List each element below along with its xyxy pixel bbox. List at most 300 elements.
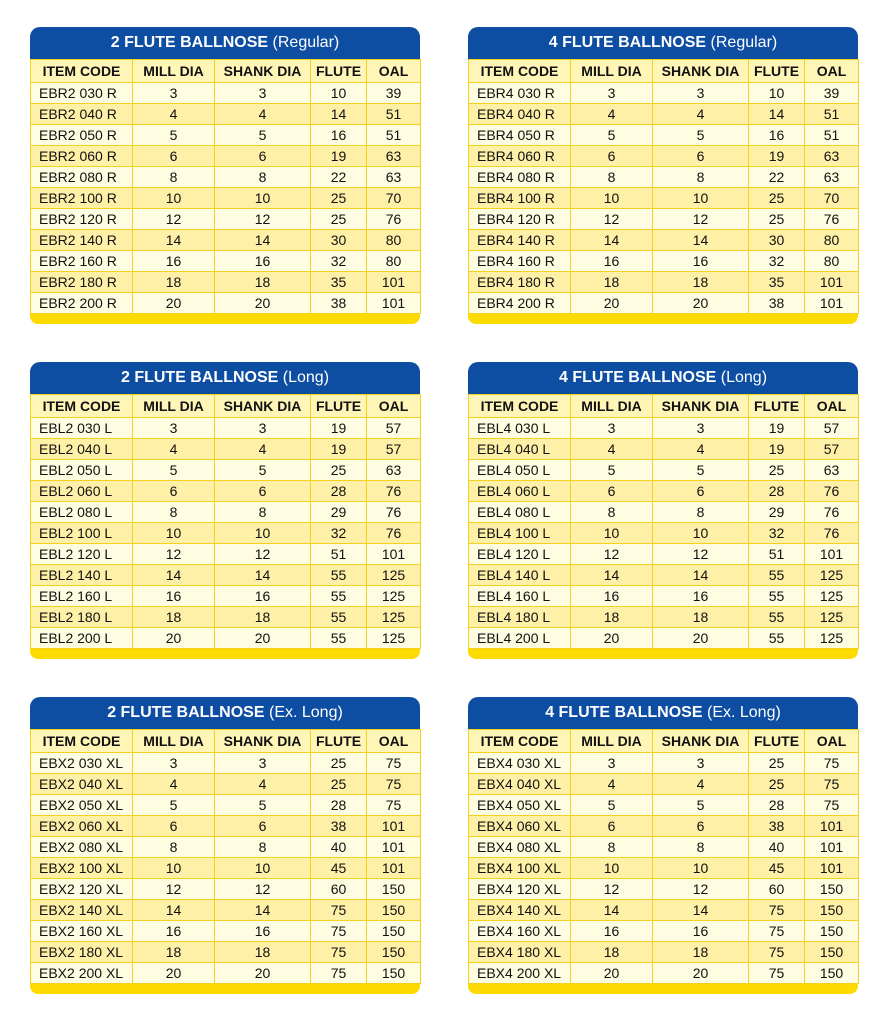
table-title-main: 2 FLUTE BALLNOSE	[107, 704, 265, 721]
cell-item-code: EBX2 050 XL	[31, 795, 133, 816]
column-header-shank-dia: SHANK DIA	[653, 60, 749, 83]
cell-oal: 75	[805, 774, 859, 795]
cell-item-code: EBX4 060 XL	[469, 816, 571, 837]
cell-oal: 51	[805, 125, 859, 146]
cell-shank-dia: 14	[653, 230, 749, 251]
table-row	[469, 607, 859, 628]
table-row	[469, 795, 859, 816]
cell-flute: 75	[749, 900, 805, 921]
cell-mill-dia: 14	[571, 900, 653, 921]
cell-flute: 40	[749, 837, 805, 858]
table-row	[31, 900, 421, 921]
cell-flute: 32	[311, 251, 367, 272]
cell-flute: 32	[749, 251, 805, 272]
cell-flute: 35	[749, 272, 805, 293]
cell-item-code: EBX4 040 XL	[469, 774, 571, 795]
table-row	[31, 774, 421, 795]
cell-item-code: EBR4 100 R	[469, 188, 571, 209]
cell-item-code: EBX4 200 XL	[469, 963, 571, 984]
cell-mill-dia: 12	[133, 544, 215, 565]
cell-oal: 101	[805, 544, 859, 565]
table-title-variant: (Long)	[720, 369, 768, 386]
cell-mill-dia: 3	[571, 753, 653, 774]
cell-shank-dia: 18	[215, 272, 311, 293]
cell-oal: 76	[367, 209, 421, 230]
cell-oal: 150	[367, 942, 421, 963]
column-header-oal: OAL	[367, 395, 421, 418]
cell-oal: 39	[367, 83, 421, 104]
cell-oal: 57	[805, 418, 859, 439]
cell-shank-dia: 12	[215, 879, 311, 900]
cell-shank-dia: 5	[653, 125, 749, 146]
table-title-variant: (Regular)	[710, 34, 778, 51]
cell-flute: 22	[311, 167, 367, 188]
cell-oal: 125	[805, 586, 859, 607]
table-row	[31, 167, 421, 188]
cell-shank-dia: 10	[215, 188, 311, 209]
cell-item-code: EBX4 080 XL	[469, 837, 571, 858]
cell-flute: 30	[311, 230, 367, 251]
cell-shank-dia: 10	[653, 188, 749, 209]
cell-oal: 76	[805, 502, 859, 523]
cell-item-code: EBR4 160 R	[469, 251, 571, 272]
cell-shank-dia: 10	[653, 523, 749, 544]
column-header-mill-dia: MILL DIA	[133, 60, 215, 83]
cell-oal: 76	[805, 209, 859, 230]
cell-mill-dia: 3	[133, 753, 215, 774]
cell-oal: 51	[367, 125, 421, 146]
cell-item-code: EBL2 200 L	[31, 628, 133, 649]
cell-flute: 19	[749, 146, 805, 167]
header-row	[469, 60, 859, 83]
cell-flute: 19	[311, 439, 367, 460]
cell-flute: 30	[749, 230, 805, 251]
cell-mill-dia: 16	[133, 586, 215, 607]
column-header-flute: FLUTE	[749, 395, 805, 418]
column-header-mill-dia: MILL DIA	[133, 395, 215, 418]
cell-mill-dia: 6	[571, 146, 653, 167]
cell-shank-dia: 4	[215, 104, 311, 125]
cell-shank-dia: 8	[215, 502, 311, 523]
cell-flute: 32	[749, 523, 805, 544]
table-2-flute-ex-long	[30, 697, 420, 994]
table-row	[469, 816, 859, 837]
cell-oal: 101	[805, 272, 859, 293]
cell-flute: 25	[311, 774, 367, 795]
table-row	[31, 188, 421, 209]
cell-oal: 70	[805, 188, 859, 209]
cell-oal: 80	[367, 230, 421, 251]
cell-mill-dia: 14	[571, 230, 653, 251]
cell-item-code: EBL2 100 L	[31, 523, 133, 544]
table-row	[31, 272, 421, 293]
header-row	[31, 730, 421, 753]
table-row	[31, 544, 421, 565]
cell-mill-dia: 12	[133, 879, 215, 900]
cell-mill-dia: 4	[571, 439, 653, 460]
cell-flute: 25	[749, 188, 805, 209]
cell-oal: 75	[367, 795, 421, 816]
cell-shank-dia: 3	[215, 753, 311, 774]
cell-shank-dia: 14	[215, 230, 311, 251]
cell-flute: 55	[311, 565, 367, 586]
cell-item-code: EBL2 160 L	[31, 586, 133, 607]
column-header-mill-dia: MILL DIA	[133, 730, 215, 753]
cell-shank-dia: 20	[215, 963, 311, 984]
column-header-flute: FLUTE	[749, 730, 805, 753]
cell-item-code: EBR2 050 R	[31, 125, 133, 146]
table-row	[469, 837, 859, 858]
cell-flute: 25	[311, 188, 367, 209]
cell-item-code: EBX2 030 XL	[31, 753, 133, 774]
column-header-item-code: ITEM CODE	[469, 730, 571, 753]
table-row	[469, 565, 859, 586]
cell-oal: 75	[367, 774, 421, 795]
cell-mill-dia: 3	[571, 418, 653, 439]
cell-oal: 101	[367, 858, 421, 879]
cell-oal: 101	[805, 837, 859, 858]
cell-mill-dia: 16	[571, 251, 653, 272]
table-row	[469, 272, 859, 293]
cell-flute: 35	[311, 272, 367, 293]
cell-item-code: EBR2 200 R	[31, 293, 133, 314]
cell-shank-dia: 10	[215, 523, 311, 544]
cell-mill-dia: 12	[571, 209, 653, 230]
cell-item-code: EBX4 120 XL	[469, 879, 571, 900]
table-title	[30, 697, 420, 729]
cell-shank-dia: 14	[215, 900, 311, 921]
table-row	[469, 921, 859, 942]
cell-mill-dia: 8	[571, 502, 653, 523]
cell-shank-dia: 16	[215, 921, 311, 942]
cell-flute: 25	[311, 460, 367, 481]
table-row	[469, 586, 859, 607]
cell-item-code: EBR2 180 R	[31, 272, 133, 293]
cell-flute: 55	[311, 628, 367, 649]
cell-flute: 25	[311, 753, 367, 774]
header-row	[31, 60, 421, 83]
cell-shank-dia: 4	[215, 439, 311, 460]
table-4-flute-long	[468, 362, 858, 659]
cell-item-code: EBL2 120 L	[31, 544, 133, 565]
cell-oal: 125	[805, 607, 859, 628]
cell-mill-dia: 5	[571, 795, 653, 816]
table-title	[468, 27, 858, 59]
cell-item-code: EBX2 140 XL	[31, 900, 133, 921]
header-row	[31, 395, 421, 418]
cell-oal: 51	[367, 104, 421, 125]
cell-item-code: EBX2 100 XL	[31, 858, 133, 879]
cell-item-code: EBX4 050 XL	[469, 795, 571, 816]
cell-shank-dia: 12	[653, 544, 749, 565]
cell-oal: 75	[367, 753, 421, 774]
cell-mill-dia: 5	[571, 125, 653, 146]
cell-oal: 75	[805, 753, 859, 774]
cell-oal: 101	[367, 272, 421, 293]
cell-flute: 55	[311, 586, 367, 607]
cell-oal: 101	[805, 858, 859, 879]
column-header-item-code: ITEM CODE	[31, 730, 133, 753]
table-title-main: 4 FLUTE BALLNOSE	[558, 369, 717, 386]
table-row	[31, 251, 421, 272]
cell-flute: 25	[749, 774, 805, 795]
cell-oal: 101	[805, 816, 859, 837]
cell-flute: 22	[749, 167, 805, 188]
column-header-shank-dia: SHANK DIA	[215, 60, 311, 83]
table-row	[469, 439, 859, 460]
cell-mill-dia: 14	[133, 565, 215, 586]
cell-shank-dia: 12	[215, 209, 311, 230]
table-row	[31, 146, 421, 167]
cell-shank-dia: 14	[215, 565, 311, 586]
cell-mill-dia: 4	[571, 104, 653, 125]
cell-shank-dia: 20	[653, 293, 749, 314]
cell-mill-dia: 4	[133, 774, 215, 795]
cell-oal: 125	[367, 586, 421, 607]
cell-mill-dia: 18	[133, 607, 215, 628]
cell-oal: 63	[367, 460, 421, 481]
cell-oal: 75	[805, 795, 859, 816]
table-row	[31, 460, 421, 481]
table-row	[469, 167, 859, 188]
cell-item-code: EBR4 040 R	[469, 104, 571, 125]
cell-item-code: EBL2 040 L	[31, 439, 133, 460]
cell-shank-dia: 6	[215, 146, 311, 167]
cell-flute: 28	[311, 481, 367, 502]
cell-mill-dia: 6	[133, 146, 215, 167]
spec-table	[468, 394, 859, 649]
cell-oal: 80	[805, 230, 859, 251]
cell-mill-dia: 5	[133, 795, 215, 816]
cell-mill-dia: 5	[571, 460, 653, 481]
cell-shank-dia: 14	[653, 900, 749, 921]
cell-mill-dia: 20	[571, 293, 653, 314]
column-header-item-code: ITEM CODE	[31, 395, 133, 418]
table-4-flute-regular	[468, 27, 858, 324]
cell-flute: 75	[311, 963, 367, 984]
table-title-variant: (Regular)	[272, 34, 340, 51]
cell-flute: 16	[311, 125, 367, 146]
cell-mill-dia: 14	[133, 900, 215, 921]
table-title	[30, 27, 420, 59]
cell-item-code: EBL4 180 L	[469, 607, 571, 628]
cell-flute: 55	[749, 586, 805, 607]
cell-mill-dia: 18	[133, 272, 215, 293]
cell-item-code: EBR4 120 R	[469, 209, 571, 230]
table-row	[31, 837, 421, 858]
column-header-flute: FLUTE	[311, 395, 367, 418]
table-row	[31, 586, 421, 607]
cell-mill-dia: 16	[133, 921, 215, 942]
cell-item-code: EBL2 180 L	[31, 607, 133, 628]
cell-item-code: EBR2 100 R	[31, 188, 133, 209]
cell-flute: 75	[749, 963, 805, 984]
cell-flute: 19	[311, 146, 367, 167]
cell-shank-dia: 5	[653, 795, 749, 816]
cell-flute: 19	[749, 439, 805, 460]
table-title-variant: (Ex. Long)	[706, 704, 781, 721]
cell-mill-dia: 20	[133, 963, 215, 984]
table-row	[469, 83, 859, 104]
cell-oal: 150	[805, 900, 859, 921]
cell-shank-dia: 3	[653, 83, 749, 104]
cell-item-code: EBL4 140 L	[469, 565, 571, 586]
cell-flute: 25	[749, 460, 805, 481]
spec-table	[468, 729, 859, 984]
cell-mill-dia: 16	[133, 251, 215, 272]
table-title	[468, 362, 858, 394]
cell-item-code: EBX2 200 XL	[31, 963, 133, 984]
cell-mill-dia: 8	[133, 167, 215, 188]
table-row	[469, 774, 859, 795]
cell-mill-dia: 6	[133, 816, 215, 837]
cell-flute: 25	[749, 753, 805, 774]
cell-shank-dia: 16	[653, 251, 749, 272]
cell-oal: 150	[805, 921, 859, 942]
cell-oal: 76	[367, 481, 421, 502]
table-row	[469, 900, 859, 921]
cell-oal: 63	[805, 167, 859, 188]
table-row	[31, 565, 421, 586]
cell-mill-dia: 5	[133, 125, 215, 146]
cell-oal: 76	[805, 523, 859, 544]
column-header-oal: OAL	[805, 395, 859, 418]
cell-shank-dia: 4	[653, 439, 749, 460]
cell-mill-dia: 18	[133, 942, 215, 963]
column-header-mill-dia: MILL DIA	[571, 395, 653, 418]
cell-flute: 60	[749, 879, 805, 900]
table-row	[469, 251, 859, 272]
cell-shank-dia: 4	[215, 774, 311, 795]
cell-item-code: EBX2 080 XL	[31, 837, 133, 858]
table-row	[469, 942, 859, 963]
cell-shank-dia: 20	[215, 628, 311, 649]
cell-item-code: EBX4 160 XL	[469, 921, 571, 942]
cell-flute: 75	[749, 921, 805, 942]
cell-shank-dia: 12	[653, 209, 749, 230]
cell-mill-dia: 6	[571, 816, 653, 837]
cell-oal: 80	[367, 251, 421, 272]
table-row	[469, 293, 859, 314]
column-header-oal: OAL	[367, 60, 421, 83]
table-row	[469, 963, 859, 984]
table-row	[469, 188, 859, 209]
table-title	[30, 362, 420, 394]
table-row	[469, 460, 859, 481]
cell-oal: 70	[367, 188, 421, 209]
cell-mill-dia: 4	[133, 439, 215, 460]
cell-shank-dia: 10	[215, 858, 311, 879]
cell-shank-dia: 16	[653, 921, 749, 942]
cell-shank-dia: 12	[653, 879, 749, 900]
cell-oal: 101	[367, 816, 421, 837]
cell-mill-dia: 20	[571, 628, 653, 649]
cell-item-code: EBR2 120 R	[31, 209, 133, 230]
cell-mill-dia: 18	[571, 607, 653, 628]
table-footer-band	[468, 649, 858, 659]
cell-flute: 40	[311, 837, 367, 858]
table-row	[469, 104, 859, 125]
cell-item-code: EBR4 080 R	[469, 167, 571, 188]
table-row	[31, 921, 421, 942]
cell-flute: 38	[311, 293, 367, 314]
cell-mill-dia: 5	[133, 460, 215, 481]
cell-mill-dia: 20	[571, 963, 653, 984]
cell-flute: 10	[749, 83, 805, 104]
cell-shank-dia: 12	[215, 544, 311, 565]
cell-flute: 29	[311, 502, 367, 523]
table-footer-band	[468, 984, 858, 994]
cell-item-code: EBR4 050 R	[469, 125, 571, 146]
cell-oal: 57	[367, 439, 421, 460]
cell-shank-dia: 18	[215, 942, 311, 963]
cell-flute: 51	[749, 544, 805, 565]
cell-flute: 29	[749, 502, 805, 523]
cell-oal: 63	[367, 167, 421, 188]
table-row	[469, 418, 859, 439]
cell-shank-dia: 3	[215, 83, 311, 104]
cell-mill-dia: 18	[571, 942, 653, 963]
cell-item-code: EBR2 030 R	[31, 83, 133, 104]
cell-oal: 76	[367, 523, 421, 544]
table-title	[468, 697, 858, 729]
cell-shank-dia: 6	[215, 481, 311, 502]
cell-mill-dia: 10	[133, 188, 215, 209]
table-row	[31, 795, 421, 816]
cell-flute: 55	[749, 607, 805, 628]
cell-flute: 19	[749, 418, 805, 439]
table-row	[31, 209, 421, 230]
cell-item-code: EBL2 140 L	[31, 565, 133, 586]
cell-oal: 125	[367, 607, 421, 628]
cell-shank-dia: 5	[215, 460, 311, 481]
table-row	[31, 879, 421, 900]
table-row	[469, 523, 859, 544]
table-row	[31, 858, 421, 879]
cell-item-code: EBL4 160 L	[469, 586, 571, 607]
table-row	[469, 481, 859, 502]
cell-mill-dia: 8	[571, 167, 653, 188]
table-row	[31, 502, 421, 523]
table-row	[469, 879, 859, 900]
cell-shank-dia: 5	[653, 460, 749, 481]
table-title-main: 4 FLUTE BALLNOSE	[548, 34, 707, 51]
cell-item-code: EBL4 040 L	[469, 439, 571, 460]
cell-item-code: EBR2 140 R	[31, 230, 133, 251]
cell-item-code: EBR2 040 R	[31, 104, 133, 125]
cell-oal: 125	[367, 565, 421, 586]
cell-shank-dia: 8	[653, 167, 749, 188]
table-row	[469, 502, 859, 523]
cell-mill-dia: 8	[133, 502, 215, 523]
table-row	[31, 481, 421, 502]
cell-oal: 150	[805, 963, 859, 984]
cell-flute: 51	[311, 544, 367, 565]
column-header-flute: FLUTE	[749, 60, 805, 83]
column-header-shank-dia: SHANK DIA	[215, 730, 311, 753]
cell-flute: 19	[311, 418, 367, 439]
cell-flute: 14	[749, 104, 805, 125]
cell-shank-dia: 16	[215, 251, 311, 272]
cell-flute: 28	[749, 481, 805, 502]
cell-flute: 75	[311, 900, 367, 921]
cell-item-code: EBL4 060 L	[469, 481, 571, 502]
cell-shank-dia: 4	[653, 104, 749, 125]
cell-item-code: EBX4 180 XL	[469, 942, 571, 963]
cell-mill-dia: 14	[571, 565, 653, 586]
cell-oal: 101	[367, 837, 421, 858]
cell-oal: 63	[805, 146, 859, 167]
